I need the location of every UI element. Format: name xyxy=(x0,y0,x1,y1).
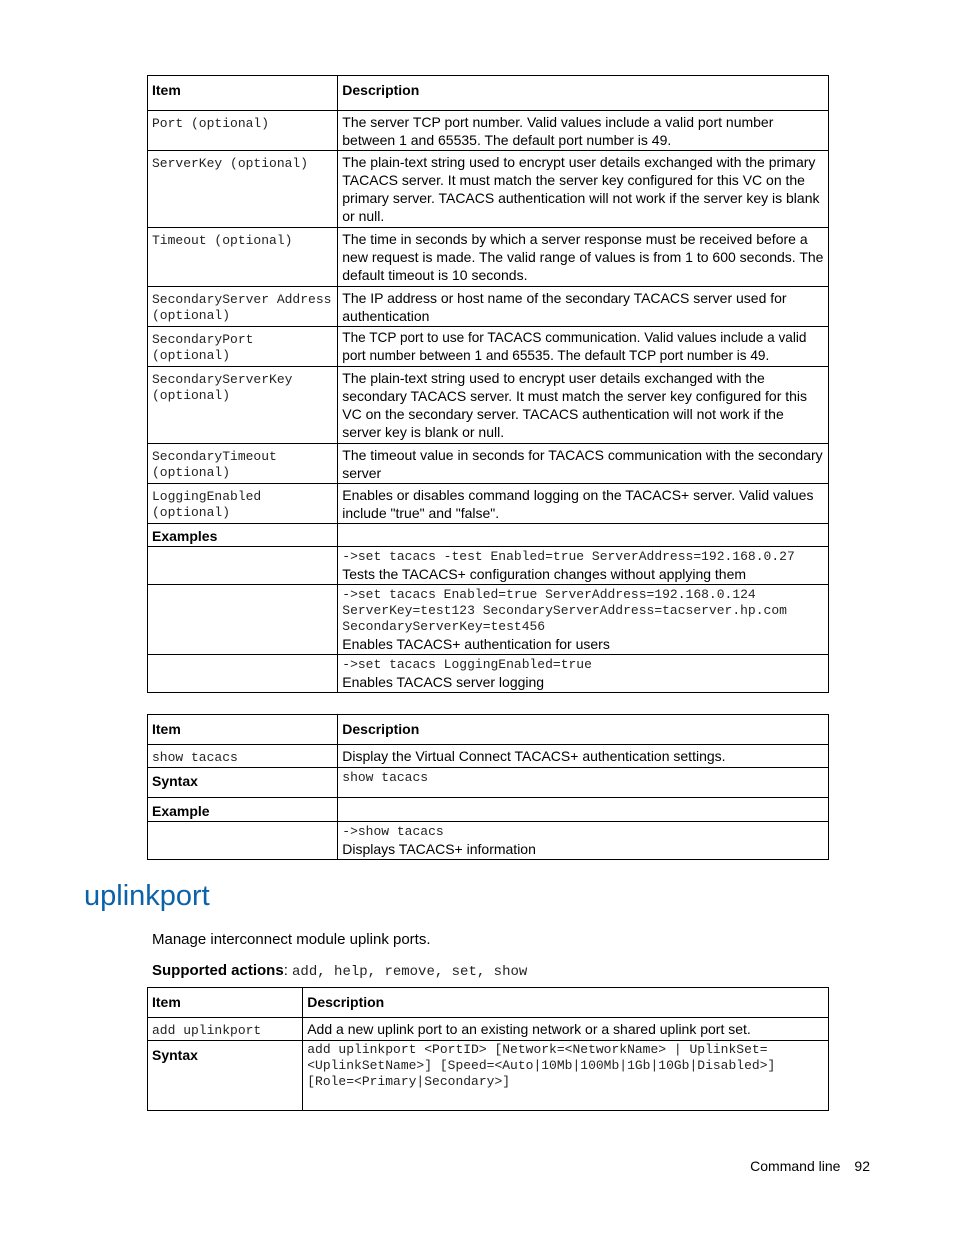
parameter-name: LoggingEnabled (optional) xyxy=(148,484,338,524)
column-header-item: Item xyxy=(148,76,338,111)
example-command: ->set tacacs -test Enabled=true ServerAddress=192.168.0.27 xyxy=(342,549,795,564)
parameter-description: The plain-text string used to encrypt user details exchanged with the primary TACACS server. It must match the server key configured for this VC on the primary server. TACACS authentication will not work if the server key is blank or null. xyxy=(338,151,829,228)
syntax-label: Syntax xyxy=(148,768,338,798)
example-description: Enables TACACS server logging xyxy=(342,674,545,690)
example-command: ->set tacacs Enabled=true ServerAddress=192.168.0.124 ServerKey=test123 SecondaryServerAddress=tacserver.hp.com SecondaryServerKey=test456 xyxy=(342,587,787,634)
supported-actions-list: add, help, remove, set, show xyxy=(292,964,528,980)
tacacs-parameters-table xyxy=(147,75,829,693)
supported-actions: Supported actions: add, help, remove, set, show xyxy=(152,962,528,980)
parameter-name: Timeout (optional) xyxy=(148,228,338,287)
parameter-description: The plain-text string used to encrypt user details exchanged with the secondary TACACS server. It must match the server key configured for this VC on the secondary server. TACACS authentication will not work if the server key is blank or null. xyxy=(338,367,829,444)
parameter-description: Enables or disables command logging on the TACACS+ server. Valid values include "true" and "false". xyxy=(338,484,829,524)
empty-cell xyxy=(148,547,338,585)
example-description: Enables TACACS+ authentication for users xyxy=(342,636,610,652)
command-description: Add a new uplink port to an existing network or a shared uplink port set. xyxy=(303,1018,829,1041)
table-row xyxy=(148,151,829,228)
column-header-description: Description xyxy=(338,715,829,745)
empty-cell xyxy=(148,655,338,693)
parameter-description: The TCP port to use for TACACS communication. Valid values include a valid port number between 1 and 65535. The default TCP port number is 49. xyxy=(338,327,829,367)
example-label: Example xyxy=(148,798,338,822)
command-description: Display the Virtual Connect TACACS+ authentication settings. xyxy=(338,745,829,768)
parameter-name: SecondaryServerKey (optional) xyxy=(148,367,338,444)
parameter-name: ServerKey (optional) xyxy=(148,151,338,228)
parameter-name: SecondaryPort (optional) xyxy=(148,327,338,367)
syntax-value: add uplinkport <PortID> [Network=<NetworkName> | UplinkSet=<UplinkSetName>] [Speed=<Auto|10Mb|100Mb|1Gb|10Gb|Disabled>] [Role=<Primary|Secondary>] xyxy=(303,1041,829,1111)
add-uplinkport-table xyxy=(147,987,829,1111)
parameter-name: Port (optional) xyxy=(148,111,338,151)
parameter-description: The time in seconds by which a server response must be received before a new request is made. The valid range of values is from 1 to 600 seconds. The default timeout is 10 seconds. xyxy=(338,228,829,287)
section-intro: Manage interconnect module uplink ports. xyxy=(152,931,431,948)
example-description: Tests the TACACS+ configuration changes without applying them xyxy=(342,566,747,582)
table-row xyxy=(148,798,829,822)
example-command: ->set tacacs LoggingEnabled=true xyxy=(342,657,592,672)
example-row xyxy=(148,822,829,860)
column-header-description: Description xyxy=(338,76,829,111)
table-row xyxy=(148,1018,829,1041)
table-row xyxy=(148,228,829,287)
example-row xyxy=(148,585,829,655)
show-tacacs-table xyxy=(147,714,829,860)
empty-cell xyxy=(148,585,338,655)
empty-cell xyxy=(338,798,829,822)
column-header-item: Item xyxy=(148,988,303,1018)
command-name: add uplinkport xyxy=(148,1018,303,1041)
example-row xyxy=(148,547,829,585)
example-cell xyxy=(338,547,829,585)
parameter-description: The timeout value in seconds for TACACS communication with the secondary server xyxy=(338,444,829,484)
supported-actions-label: Supported actions xyxy=(152,962,284,979)
table-header-row xyxy=(148,715,829,745)
example-description: Displays TACACS+ information xyxy=(342,841,536,857)
table-row xyxy=(148,484,829,524)
command-name: show tacacs xyxy=(148,745,338,768)
table-row xyxy=(148,111,829,151)
parameter-description: The IP address or host name of the secondary TACACS server used for authentication xyxy=(338,287,829,327)
example-cell xyxy=(338,655,829,693)
example-command: ->show tacacs xyxy=(342,824,444,839)
table-header-row xyxy=(148,988,829,1018)
parameter-name: SecondaryTimeout (optional) xyxy=(148,444,338,484)
table-header-row xyxy=(148,76,829,111)
table-row xyxy=(148,367,829,444)
column-header-item: Item xyxy=(148,715,338,745)
examples-header-row xyxy=(148,524,829,547)
empty-cell xyxy=(338,524,829,547)
table-row xyxy=(148,327,829,367)
page-footer xyxy=(750,1158,870,1174)
table-row xyxy=(148,768,829,798)
table-row xyxy=(148,1041,829,1111)
column-header-description: Description xyxy=(303,988,829,1018)
examples-label: Examples xyxy=(148,524,338,547)
empty-cell xyxy=(148,822,338,860)
example-cell xyxy=(338,585,829,655)
table-row xyxy=(148,745,829,768)
example-cell xyxy=(338,822,829,860)
footer-label: Command line xyxy=(750,1158,841,1174)
parameter-name: SecondaryServer Address (optional) xyxy=(148,287,338,327)
parameter-description: The server TCP port number. Valid values include a valid port number between 1 and 65535. The default port number is 49. xyxy=(338,111,829,151)
table-row xyxy=(148,287,829,327)
page-number: 92 xyxy=(854,1158,870,1174)
section-title: uplinkport xyxy=(84,880,210,912)
example-row xyxy=(148,655,829,693)
syntax-value: show tacacs xyxy=(338,768,829,798)
table-row xyxy=(148,444,829,484)
syntax-label: Syntax xyxy=(148,1041,303,1111)
